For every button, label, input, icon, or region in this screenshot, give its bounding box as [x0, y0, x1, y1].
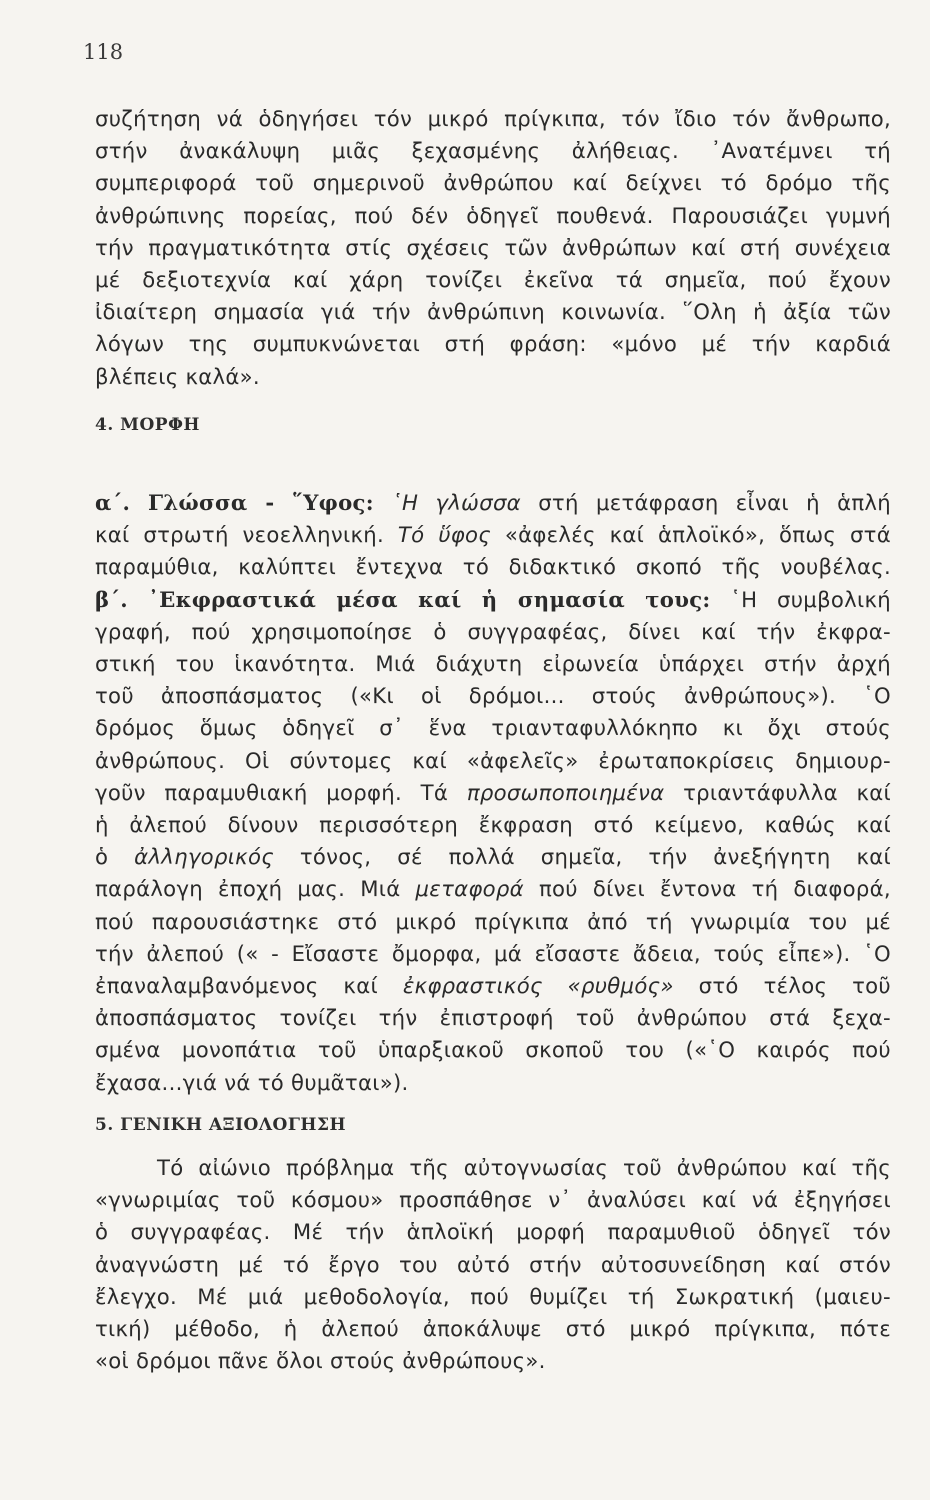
text-span: ὁ: [95, 844, 109, 870]
subsection-label-language: α΄. Γλώσσα - ῞Υφος:: [95, 490, 374, 515]
text-line: [95, 584, 891, 616]
text-span: γοῦν παραμυθιακή μορφή. Τά: [95, 779, 449, 805]
text-line: «οἱ δρόμοι πᾶνε ὅλοι στούς ἀνθρώπους».: [95, 1348, 546, 1374]
text-line: δρόμος ὅμως ὁδηγεῖ σ᾿ ἕνα τριανταφυλλόκηπο κι ὄχι στούς: [95, 715, 891, 741]
text-span: ῾Η συμβολική: [730, 586, 891, 612]
text-line: τήν ἀλεπού (« - Εἴσαστε ὄμορφα, μά εἴσαστε ἄδεια, τούς εἶπε»). ῾Ο: [95, 940, 891, 966]
italic-term: Τό ὕφος: [397, 522, 492, 548]
text-span: στή μετάφραση εἶναι ἡ ἁπλή: [538, 490, 891, 515]
text-line: «γνωριμίας τοῦ κόσμου» προσπάθησε ν᾿ ἀναλύσει καί νά ἐξηγήσει: [95, 1187, 891, 1213]
text-line: τική) μέθοδο, ἡ ἀλεπού ἀποκάλυψε στό μικρό πρίγκιπα, πότε: [95, 1316, 891, 1342]
text-span: τριαντάφυλλα καί: [683, 779, 891, 805]
text-line: ἔχασα...γιά νά τό θυμᾶται»).: [95, 1069, 409, 1095]
paragraph-evaluation: [95, 1152, 891, 1377]
text-line: ἡ ἀλεπού δίνουν περισσότερη ἔκφραση στό κείμενο, καθώς καί: [95, 812, 891, 838]
text-span: «ἀφελές καί ἁπλοϊκό», ὅπως στά: [504, 522, 891, 548]
text-line: συζήτηση νά ὁδηγήσει τόν μικρό πρίγκιπα, τόν ἴδιο τόν ἄνθρωπο,: [95, 106, 891, 131]
subsection-label-expressive-means: β΄. ᾿Εκφραστικά μέσα καί ἡ σημασία τους:: [95, 586, 711, 612]
text-line: μέ δεξιοτεχνία καί χάρη τονίζει ἐκεῖνα τά σημεῖα, πού ἔχουν: [95, 267, 891, 293]
text-line: τοῦ ἀποσπάσματος («Κι οἱ δρόμοι... στούς ἀνθρώπους»). ῾Ο: [95, 683, 891, 709]
text-line: ἀποσπάσματος τονίζει τήν ἐπιστροφή τοῦ ἀνθρώπου στά ξεχα-: [95, 1005, 891, 1031]
italic-term: ἐκφραστικός «ρυθμός»: [402, 973, 674, 999]
text-span: τόνος, σέ πολλά σημεῖα, τήν ἀνεξήγητη καί: [299, 844, 891, 870]
italic-term: μεταφορά: [415, 876, 524, 902]
text-span: στό τέλος τοῦ: [698, 973, 891, 999]
text-line: γραφή, πού χρησιμοποίησε ὁ συγγραφέας, δίνει καί τήν ἐκφρα-: [95, 618, 891, 644]
italic-term: ῾Η γλώσσα: [391, 490, 521, 515]
text-line: συμπεριφορά τοῦ σημερινοῦ ἀνθρώπου καί δείχνει τό δρόμο τῆς: [95, 170, 891, 196]
paragraph-intro: [95, 103, 891, 393]
italic-term: προσωποποιημένα: [466, 779, 665, 805]
text-line: ὁ συγγραφέας. Μέ τήν ἁπλοϊκή μορφή παραμυθιοῦ ὁδηγεῖ τόν: [95, 1219, 891, 1245]
text-line: [95, 487, 891, 519]
italic-term: ἀλληγορικός: [134, 844, 274, 870]
text-line: [95, 777, 891, 809]
text-span: καί στρωτή νεοελληνική.: [95, 522, 385, 548]
text-line: πού παρουσιάστηκε στό μικρό πρίγκιπα ἀπό τή γνωριμία του μέ: [95, 908, 891, 934]
text-line: βλέπεις καλά».: [95, 363, 260, 389]
text-line: στήν ἀνακάλυψη μιᾶς ξεχασμένης ἀλήθειας. ᾿Ανατέμνει τή: [95, 138, 891, 164]
section-heading-form: 4. ΜΟΡΦΗ: [95, 415, 200, 435]
text-line: ἔλεγχο. Μέ μιά μεθοδολογία, πού θυμίζει τή Σωκρατική (μαιευ-: [95, 1283, 891, 1309]
text-line: Τό αἰώνιο πρόβλημα τῆς αὐτογνωσίας τοῦ ἀνθρώπου καί τῆς: [157, 1155, 891, 1180]
section-heading-evaluation: 5. ΓΕΝΙΚΗ ΑΞΙΟΛΟΓΗΣΗ: [95, 1115, 347, 1135]
text-span: πού δίνει ἔντονα τή διαφορά,: [538, 876, 891, 902]
text-line: τήν πραγματικότητα στίς σχέσεις τῶν ἀνθρώπων καί στή συνέχεια: [95, 234, 891, 260]
text-line: παραμύθια, καλύπτει ἔντεχνα τό διδακτικό σκοπό τῆς νουβέλας.: [95, 554, 891, 580]
page-number: 118: [83, 40, 124, 64]
paragraph-form: [95, 487, 891, 1099]
text-line: ἀνθρώπινης πορείας, πού δέν ὁδηγεῖ πουθενά. Παρουσιάζει γυμνή: [95, 202, 891, 228]
text-line: [95, 873, 891, 905]
text-line: [95, 841, 891, 873]
text-span: ἐπαναλαμβανόμενος καί: [95, 973, 378, 999]
text-line: [95, 970, 891, 1002]
text-line: στική του ἱκανότητα. Μιά διάχυτη εἰρωνεία ὑπάρχει στήν ἀρχή: [95, 651, 891, 677]
text-line: ἀναγνώστη μέ τό ἔργο του αὐτό στήν αὐτοσυνείδηση καί στόν: [95, 1251, 891, 1277]
text-line: σμένα μονοπάτια τοῦ ὑπαρξιακοῦ σκοποῦ του («῾Ο καιρός πού: [95, 1037, 891, 1063]
text-line: ἰδιαίτερη σημασία γιά τήν ἀνθρώπινη κοινωνία. ῞Ολη ἡ ἀξία τῶν: [95, 299, 891, 325]
text-line: [95, 519, 891, 551]
text-line: λόγων της συμπυκνώνεται στή φράση: «μόνο μέ τήν καρδιά: [95, 331, 891, 357]
text-span: παράλογη ἐποχή μας. Μιά: [95, 876, 401, 902]
text-line: ἀνθρώπους. Οἱ σύντομες καί «ἀφελεῖς» ἐρωταποκρίσεις δημιουρ-: [95, 747, 891, 773]
